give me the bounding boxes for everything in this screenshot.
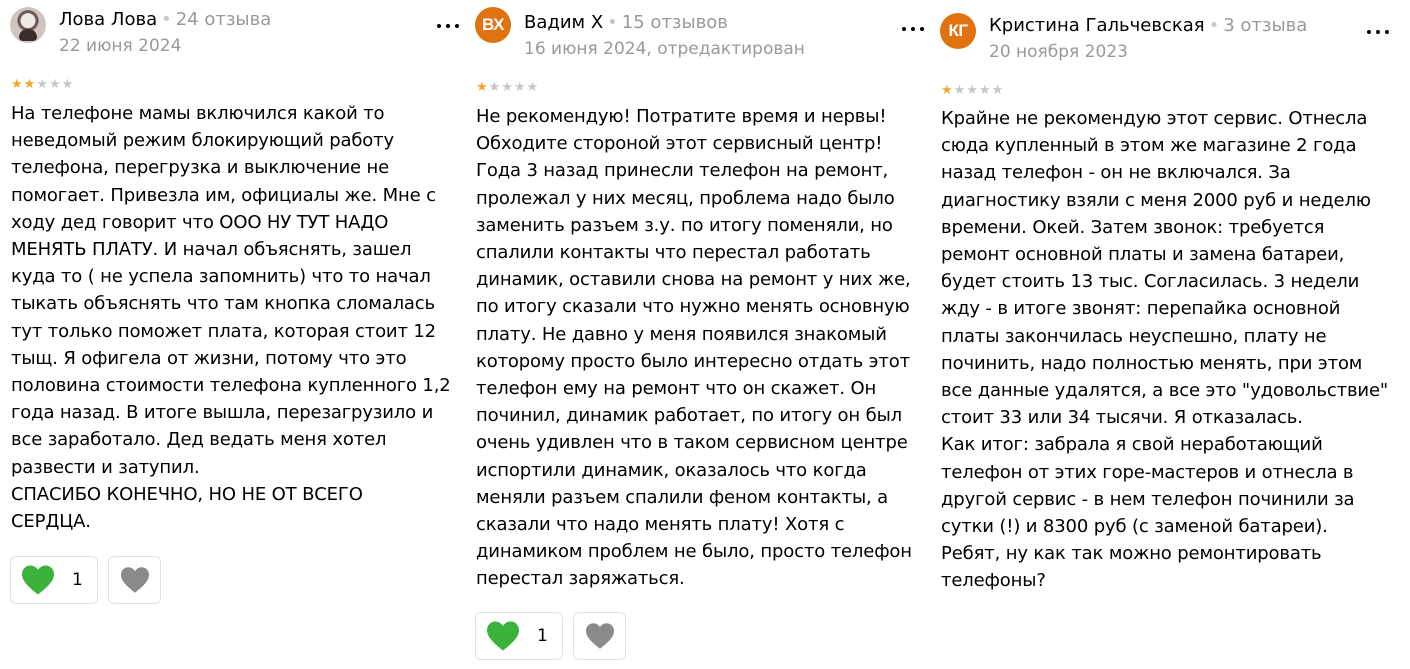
avatar-initials: КГ: [948, 21, 968, 40]
like-count: 1: [537, 626, 548, 646]
review-date: 20 ноября 2023: [989, 42, 1128, 62]
like-count: 1: [72, 570, 83, 590]
star-icon: ★: [36, 77, 48, 92]
heart-icon: [20, 564, 56, 596]
dislike-button[interactable]: [108, 556, 161, 604]
heart-outline-icon: [584, 622, 616, 650]
review-text: Крайне не рекомендую этот сервис. Отнесла сюда купленный в этом же магазине 2 года назад телефон - он не включался. За диагностику взяли с меня 2000 руб и неделю времени. Окей. Затем звонок: требуется ремонт основной платы и замена батареи, будет стоить 13 тыс. Согласилась. 3 недели жду - в итоге звонят: перепайка основной платы закончилась неуспешно, плату не починить, надо полностью менять, при этом все данные удалятся, а все это "удовольствие" стоит 33 или 34 тысячи. Я отказалась. Как итог: забрала я свой неработающий телефон от этих горе-мастеров и отнесла в другой сервис - в нем телефон починили за сутки (!) и 8300 руб (с заменой батареи). Ребят, ну как так можно ремонтировать телефоны?: [941, 108, 1389, 592]
star-icon: ★: [941, 83, 953, 98]
author-name[interactable]: Кристина Гальчевская: [989, 15, 1205, 36]
avatar[interactable]: [940, 13, 976, 49]
separator-dot: •: [607, 12, 618, 33]
author-review-count: 3 отзыва: [1223, 15, 1308, 36]
like-button[interactable]: [475, 612, 563, 660]
star-icon: ★: [991, 83, 1004, 98]
rating-stars: [11, 78, 73, 91]
separator-dot: •: [1208, 15, 1220, 36]
rating-stars: [476, 81, 538, 94]
review-text: На телефоне мамы включился какой то неведомый режим блокирующий работу телефона, перегрузка и выключение не помогает. Привезла им, официалы же. Мне с ходу дед говорит что ООО НУ ТУТ НАДО МЕНЯТЬ ПЛАТУ. И начал объяснять, зашел куда то ( не успела запомнить) что то начал тыкать объяснять что там кнопка сломалась тут только поможет плата, которая стоит 12 тыщ. Я офигела от жизни, потому что это половина стоимости телефона купленного 1,2 года назад. В итоге вышла, перезагрузило и все заработало. Дед ведать меня хотел развести и затупил. СПАСИБО КОНЕЧНО, НО НЕ ОТ ВСЕГО СЕРДЦА.: [11, 103, 451, 533]
review-date: 16 июня 2024, отредактирован: [524, 39, 805, 59]
star-icon: ★: [23, 77, 36, 92]
author-review-count: 15 отзывов: [621, 12, 728, 33]
author-name[interactable]: Лова Лова: [59, 9, 158, 30]
avatar[interactable]: [10, 7, 46, 43]
separator-dot: •: [161, 9, 172, 30]
star-icon: ★: [513, 80, 526, 95]
more-dots-icon[interactable]: [1364, 22, 1392, 42]
rating-stars: [941, 84, 1003, 97]
star-icon: ★: [501, 80, 513, 95]
star-icon: ★: [61, 77, 74, 92]
more-dots-icon[interactable]: [899, 19, 927, 39]
star-icon: ★: [526, 80, 539, 95]
heart-icon: [485, 620, 521, 652]
star-icon: ★: [953, 83, 966, 98]
avatar-initials: ВХ: [482, 15, 504, 34]
heart-outline-icon: [119, 566, 151, 594]
like-button[interactable]: [10, 556, 98, 604]
star-icon: ★: [476, 80, 488, 95]
dislike-button[interactable]: [573, 612, 626, 660]
author-review-count: 24 отзыва: [175, 9, 272, 30]
star-icon: ★: [11, 77, 23, 92]
more-dots-icon[interactable]: [434, 16, 462, 36]
review-text: Не рекомендую! Потратите время и нервы! Обходите стороной этот сервисный центр! Года 3 назад принесли телефон на ремонт, пролежал у них месяц, проблема надо было заменить разъем з.у. по итогу поменяли, но спалили контакты что перестал работать динамик, оставили снова на ремонт у них же, по итогу сказали что нужно менять основную плату. Не давно у меня появился знакомый которому просто было интересно отдать этот телефон ему на ремонт что он скажет. Он починил, динамик работает, по итогу он был очень удивлен что в таком сервисном центре испортили динамик, оказалось что когда меняли разъем спалили феном контакты, а сказали что надо менять плату! Хотя с динамиком проблем не было, просто телефон перестал заряжаться.: [476, 106, 912, 590]
author-name[interactable]: Вадим Х: [524, 12, 604, 33]
star-icon: ★: [978, 83, 991, 98]
star-icon: ★: [48, 77, 61, 92]
star-icon: ★: [966, 83, 978, 98]
review-date: 22 июня 2024: [59, 36, 182, 56]
star-icon: ★: [488, 80, 501, 95]
avatar[interactable]: [475, 7, 511, 43]
